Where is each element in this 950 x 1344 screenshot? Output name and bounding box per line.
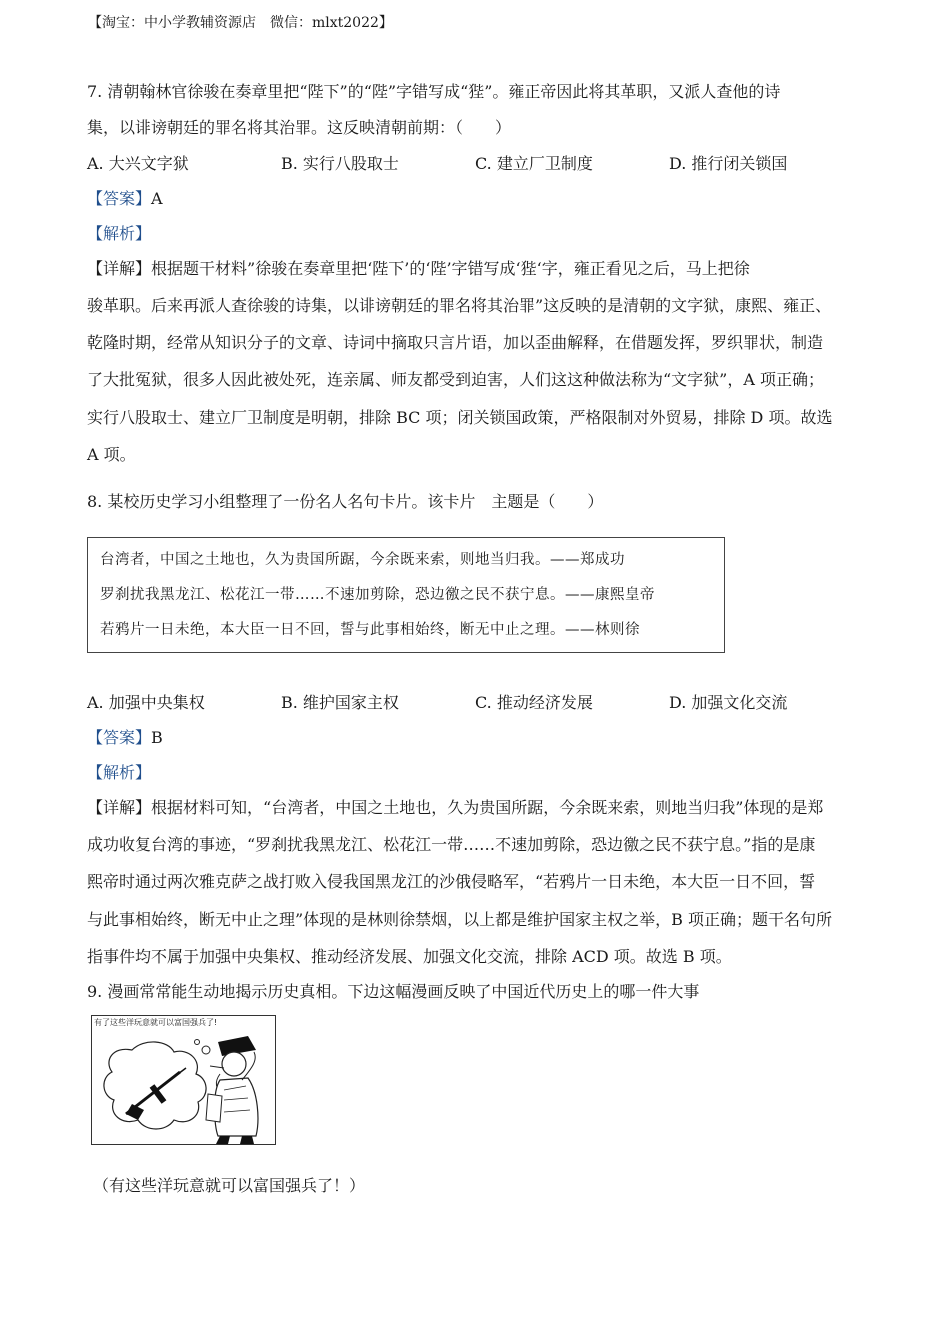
q9-stem: 9. 漫画常常能生动地揭示历史真相。下边这幅漫画反映了中国近代历史上的哪一件大事 <box>87 982 700 1001</box>
q8-option-d: D. 加强文化交流 <box>669 693 788 712</box>
q7-detail-line1 <box>87 259 750 279</box>
q8-answer <box>87 728 163 748</box>
quote-kangxi: 罗刹扰我黑龙江、松花江一带……不速加剪除，恐边徼之民不获宁息。——康熙皇帝 <box>100 587 655 603</box>
quote-card <box>87 537 725 653</box>
q9-cartoon-caption: （有这些洋玩意就可以富国强兵了！） <box>93 1176 366 1195</box>
q7-option-d: D. 推行闭关锁国 <box>669 154 788 173</box>
q8-detail-line1 <box>87 798 823 818</box>
q7-option-a: A. 大兴文字狱 <box>87 154 189 173</box>
quote-zheng-chenggong: 台湾者，中国之土地也，久为贵国所踞，今余既来索，则地当归我。——郑成功 <box>100 552 625 568</box>
q7-analysis-label: 【解析】 <box>87 224 152 243</box>
q8-detail-line4: 与此事相始终，断无中止之理”体现的是林则徐禁烟，以上都是维护国家主权之举，B 项正确；题干名句所 <box>87 910 833 929</box>
q7-option-b: B. 实行八股取士 <box>281 154 399 173</box>
q7-detail-line3: 乾隆时期，经常从知识分子的文章、诗词中摘取只言片语，加以歪曲解释，在借题发挥，罗织罪状，制造 <box>87 333 824 352</box>
q7-option-c: C. 建立厂卫制度 <box>475 154 593 173</box>
q8-detail-line2: 成功收复台湾的事迹，“罗刹扰我黑龙江、松花江一带……不速加剪除，恐边徼之民不获宁息。”指的是康 <box>87 835 816 854</box>
q8-option-c: C. 推动经济发展 <box>475 693 593 712</box>
q7-stem-line2: 集，以诽谤朝廷的罪名将其治罪。这反映清朝前期：（ ） <box>87 118 512 137</box>
q8-detail-text1: 根据材料可知，“台湾者，中国之土地也，久为贵国所踞，今余既来索，则地当归我”体现的是郑 <box>151 798 824 817</box>
q7-answer-value: A <box>151 189 163 208</box>
cartoon-image <box>91 1015 276 1145</box>
q7-detail-line5: 实行八股取士、建立厂卫制度是明朝，排除 BC 项；闭关锁国政策，严格限制对外贸易，排除 D 项。故选 <box>87 408 833 427</box>
q7-answer <box>87 189 163 209</box>
q7-detail-line4: 了大批冤狱，很多人因此被处死，连亲属、师友都受到迫害，人们这这种做法称为“文字狱”，A 项正确； <box>87 370 825 389</box>
q8-analysis-label: 【解析】 <box>87 763 152 782</box>
q8-detail-label: 【详解】 <box>87 798 152 817</box>
q8-option-b: B. 维护国家主权 <box>281 693 399 712</box>
q7-stem-line1: 7. 清朝翰林官徐骏在奏章里把“陛下”的“陛”字错写成“狴”。雍正帝因此将其革职，又派人查他的诗 <box>87 82 781 101</box>
q8-answer-label: 【答案】 <box>87 728 152 747</box>
q8-option-a: A. 加强中央集权 <box>87 693 205 712</box>
page-header: 【淘宝：中小学教辅资源店 微信：mlxt2022】 <box>88 15 393 31</box>
q7-answer-label: 【答案】 <box>87 189 152 208</box>
q8-answer-value: B <box>151 728 163 747</box>
q8-stem: 8. 某校历史学习小组整理了一份名人名句卡片。该卡片 主题是（ ） <box>87 492 604 511</box>
quote-lin-zexu: 若鸦片一日未绝，本大臣一日不回，誓与此事相始终，断无中止之理。——林则徐 <box>100 622 640 638</box>
q7-detail-text1: 根据题干材料”徐骏在奏章里把‘陛下’的‘陛’字错写成‘狴‘字，雍正看见之后，马上把徐 <box>151 259 750 278</box>
q8-detail-line3: 熙帝时通过两次雅克萨之战打败入侵我国黑龙江的沙俄侵略军，“若鸦片一日未绝，本大臣一日不回，誓 <box>87 872 816 891</box>
cartoon-drawing <box>92 1016 276 1145</box>
q7-detail-line6: A 项。 <box>87 445 136 464</box>
q7-detail-label: 【详解】 <box>87 259 152 278</box>
q7-detail-line2: 骏革职。后来再派人查徐骏的诗集，以诽谤朝廷的罪名将其治罪”这反映的是清朝的文字狱，康熙、雍正、 <box>87 296 832 315</box>
cartoon-caption-text: 有了这些洋玩意就可以富国强兵了! <box>94 1018 218 1027</box>
q8-detail-line5: 指事件均不属于加强中央集权、推动经济发展、加强文化交流，排除 ACD 项。故选 B 项。 <box>87 947 732 966</box>
